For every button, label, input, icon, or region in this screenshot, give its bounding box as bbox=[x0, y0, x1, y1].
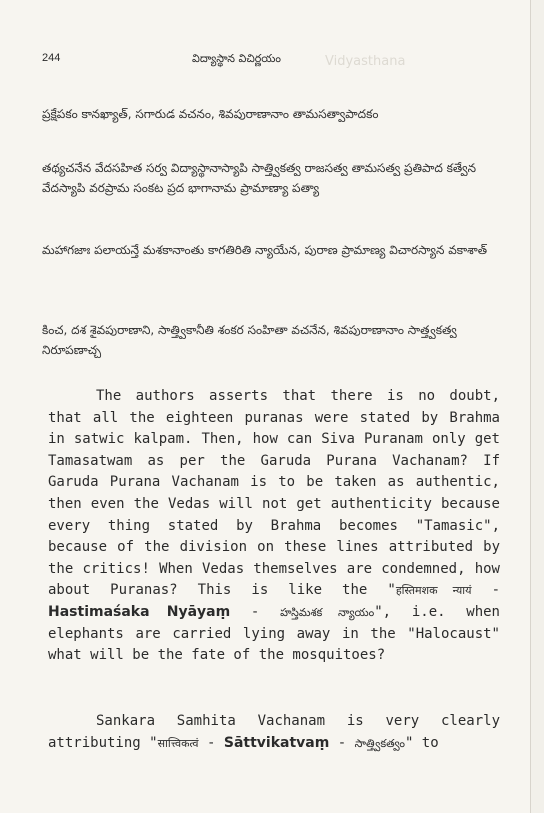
telugu-paragraph-4: కించ, దశ శైవపురాణాని, సాత్త్వికానీతి శంకర సంహితా వచనేన, శివపురాణానాం సాత్త్వకత్వ నిరూపణాచ్చ bbox=[42, 323, 457, 357]
english-paragraph-main bbox=[48, 386, 500, 667]
main-text-before: The authors asserts that there is no doubt, that all the eighteen puranas were stated by Brahma in satwic kalpam. Then, how can Siva Puranam only get Tamasatwam as per the Garuda Purana Vachanam? If Garuda Purana Vachanam is to be taken as authentic, then even the Vedas will not get authenticity because every thing stated by Brahma becomes "Tamasic", because of the division on these lines attributed by the critics! When Vedas themselves are condemned, how about Puranas? This is like the " bbox=[48, 388, 500, 599]
last-transliterated-term: Sāttvikatvaṃ bbox=[223, 734, 330, 751]
last-dash-2: - bbox=[329, 734, 355, 751]
last-devanagari-term: सात्त्विकत्वं bbox=[157, 736, 199, 750]
page-header bbox=[42, 52, 502, 68]
main-dash-2: - bbox=[230, 603, 281, 620]
last-text-after: " to bbox=[404, 734, 439, 751]
page-number: 244 bbox=[42, 52, 61, 64]
telugu-paragraph-3: మహాగజాః పలాయన్తే మశకానాంతు కాగతిరితి న్యాయేన, పురాణ ప్రామాణ్య విచారస్యాన వకాశాత్ bbox=[42, 243, 488, 257]
telugu-paragraph-1: ప్రక్షేపకం కానఖ్యాత్, సగారుడ వచనం, శివపురాణానాం తామసత్వాపాదకం bbox=[42, 107, 379, 121]
english-paragraph-last bbox=[48, 711, 500, 754]
last-dash-1: - bbox=[198, 734, 224, 751]
main-text-after: ", i.e. when elephants are carried lying away in the "Halocaust" what will be the fate of the mosquitoes? bbox=[48, 603, 500, 664]
main-transliterated-term: Hastimaśaka Nyāyaṃ bbox=[48, 603, 231, 620]
last-telugu-term: సాత్త్వికత్వం bbox=[354, 736, 405, 750]
main-dash-1: - bbox=[471, 582, 500, 599]
running-title: విద్యాస్థాన విచిర్ణయం bbox=[192, 52, 282, 65]
bleed-through-text: Vidyasthana bbox=[325, 54, 406, 69]
telugu-paragraph-2: తథ్యచనేన వేదసహిత సర్వ విద్యాస్థానాస్యాపి సాత్త్వికత్వ రాజసత్వ తామసత్వ ప్రతిపాద కత్వేన వేదస్యాపి వరప్రామ సంకట ప్రద భాగానామ ప్రామాణ్యా పత్యా bbox=[42, 161, 477, 195]
main-telugu-term: హస్తిమశక న్యాయం bbox=[280, 605, 375, 619]
main-devanagari-term: हस्तिमशक न्यायं bbox=[395, 584, 472, 598]
last-text-before: Sankara Samhita Vachanam is very clearly attributing " bbox=[48, 713, 500, 751]
